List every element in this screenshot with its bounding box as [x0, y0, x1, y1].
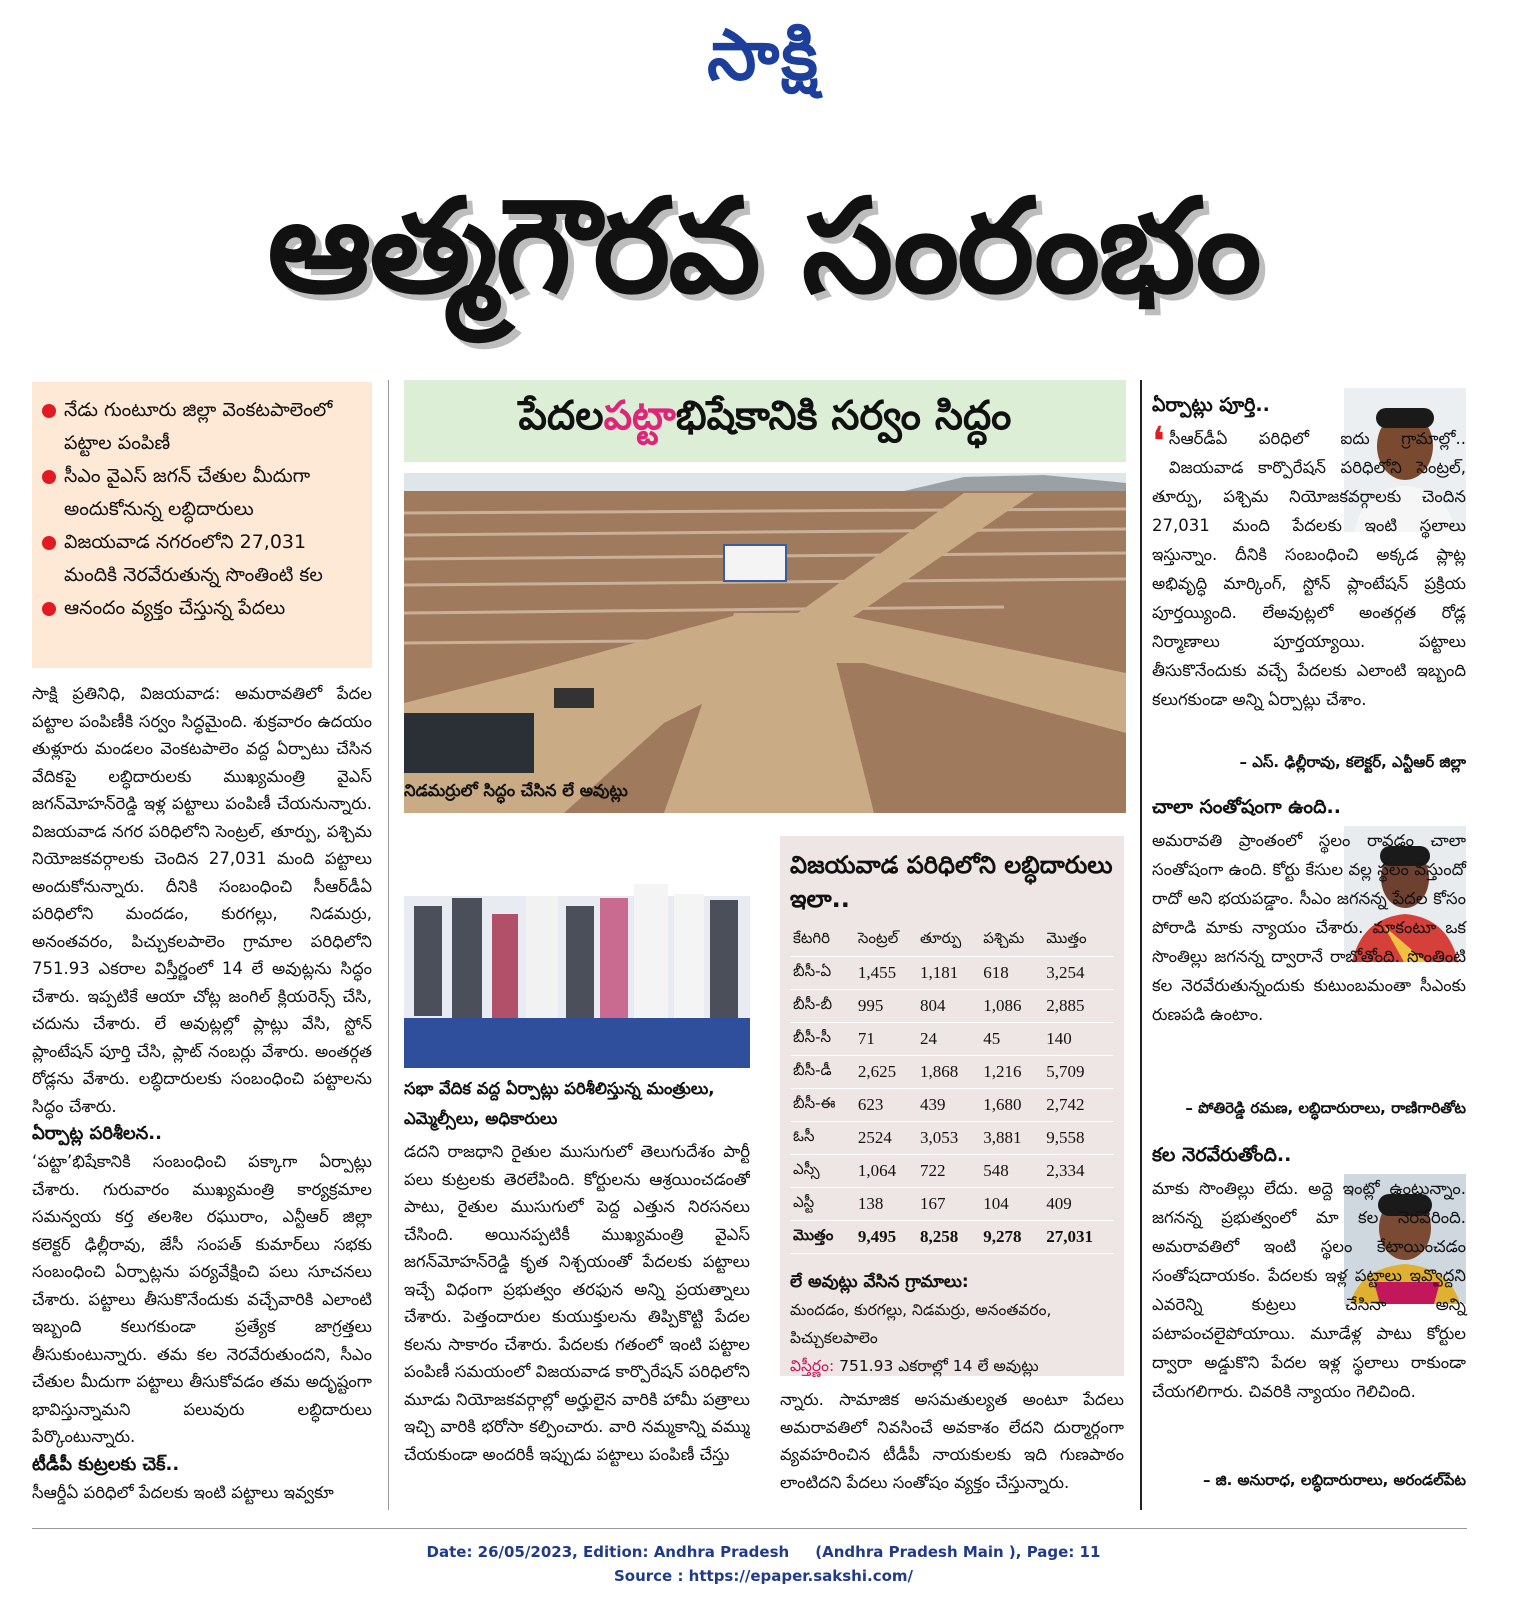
quote2-heading: చాలా సంతోషంగా ఉంది..: [1152, 796, 1341, 818]
table-header: మొత్తం: [1043, 924, 1114, 957]
table-cell: 3,881: [980, 1122, 1043, 1155]
extent-label: విస్తీర్ణం:: [790, 1357, 835, 1375]
article-paragraph: సాక్షి ప్రతినిధి, విజయవాడ: అమరావతిలో పేదల పట్టాల పంపిణీకి సర్వం సిద్ధమైంది. శుక్రవారం ఉదయం తుళ్లూరు మండలం వెంకటపాలెం వద్ద ఏర్పాటు చేసిన వేదికపై లబ్ధిదారులకు ముఖ్యమంత్రి వైఎస్ జగన్‌మోహన్‌రెడ్డి ఇళ్ల పట్టాలు పంపిణీ చేయనున్నారు. విజయవాడ నగర పరిధిలోని సెంట్రల్, తూర్పు, పశ్చిమ నియోజకవర్గాలకు చెందిన 27,031 మంది పట్టాలు అందుకోనున్నారు. దీనికి సంబంధించి సీఆర్‌డీఏ పరిధిలోని మందడం, కురగల్లు, నిడమర్రు, అనంతవరం, పిచ్చుకలపాలెం గ్రామాల పరిధిలోని 751.93 ఎకరాల విస్తీర్ణంలో 14 లే అవుట్లను సిద్ధం చేశారు. ఇప్పటికే ఆయా చోట్ల జంగిల్ క్లియరెన్స్ చేసి, చదును చేశారు. లే అవుట్లల్లో ప్లాట్లు వేసి, స్టోన్ ప్లాంటేషన్ పూర్తి చేసి, ప్లాట్ నంబర్లు వేశారు. అంతర్గత రోడ్లను వేశారు. లబ్ధిదారులకు సంబంధించి పట్టాలను సిద్ధం చేశారు.: [32, 684, 372, 1116]
footer-source[interactable]: Source : https://epaper.sakshi.com/: [613, 1567, 913, 1585]
table-cell: 71: [855, 1023, 917, 1056]
table-cell: 1,680: [980, 1089, 1043, 1122]
table-header: పశ్చిమ: [980, 924, 1043, 957]
table-cell: ఓసీ: [790, 1122, 855, 1155]
table-cell: 104: [980, 1188, 1043, 1221]
quote1-heading: ఏర్పాట్లు పూర్తి..: [1152, 394, 1270, 416]
column-divider: [1140, 380, 1142, 1510]
table-cell: బీసీ-డీ: [790, 1056, 855, 1089]
middle-article-column: డదని రాజధాని రైతుల ముసుగులో తెలుగుదేశం పార్టీ పలు కుట్రలకు తెరలేపింది. కోర్టులను ఆశ్రయించడంతో పాటు, రైతుల ముసుగులో పెద్ద ఎత్తున నిరసనలు చేసింది. అయినప్పటికీ ముఖ్యమంత్రి వైఎస్ జగన్‌మోహన్‌రెడ్డి కృత నిశ్చయంతో పేదలకు పట్టాలు ఇచ్చే విధంగా ప్రభుత్వం తరఫున అన్ని ప్రయత్నాలు చేశారు. పెత్తందారుల కుయుక్తులను తిప్పికొట్టి పేదల కలను సాకారం చేశారు. పేదలకు గతంలో ఇంటి పట్టాల పంపిణీ సమయంలో విజయవాడ కార్పొరేషన్ పరిధిలోని మూడు నియోజకవర్గాల్లో అర్హులైన వారికి హామీ పత్రాలు ఇచ్చి వారికి భరోసా కల్పించారు. వారి నమ్మకాన్ని వమ్ము చేయకుండా అందరికీ ఇప్పుడు పట్టాలు పంపిణీ చేస్తు: [404, 1142, 750, 1464]
villages-heading: లే అవుట్లు వేసిన గ్రామాలు:: [790, 1272, 969, 1292]
highlight-item: సీఎం వైఎస్ జగన్ చేతుల మీదుగా అందుకోనున్న లబ్ధిదారులు: [42, 460, 362, 526]
footer-date-edition: Date: 26/05/2023, Edition: Andhra Pradesh (Andhra Pradesh Main ), Page: 11: [426, 1543, 1101, 1561]
masthead-logo: సాక్షి: [707, 14, 820, 96]
photo2-caption: సభా వేదిక వద్ద ఏర్పాట్లు పరిశీలిస్తున్న మంత్రులు, ఎమ్మెల్సీలు, అధికారులు: [404, 1079, 715, 1128]
subheading: ఏర్పాట్ల పరిశీలన..: [32, 1123, 162, 1144]
table-row: [790, 1155, 1114, 1188]
highlights-box: [32, 382, 372, 668]
table-row: [790, 1122, 1114, 1155]
villages-info: [790, 1268, 1114, 1380]
villages-list: మందడం, కురగల్లు, నిడమర్రు, అనంతవరం, పిచ్చుకలపాలెం: [790, 1301, 1052, 1347]
table-total-cell: 8,258: [917, 1221, 980, 1254]
table-cell: 409: [1043, 1188, 1114, 1221]
quote3-attribution: – జి. అనురాధ, లబ్ధిదారురాలు, అరండల్‌పేట: [1202, 1471, 1466, 1489]
article-paragraph: సీఆర్డీఏ పరిధిలో పేదలకు ఇంటి పట్టాలు ఇవ్వకూ: [32, 1482, 334, 1502]
table-cell: బీసీ-సీ: [790, 1023, 855, 1056]
banner-text: పేదల: [518, 393, 604, 439]
table-cell: 138: [855, 1188, 917, 1221]
table-row: [790, 1188, 1114, 1221]
middle-article-continuation: న్నారు. సామాజిక అసమతుల్యత అంటూ పేదలు అమరావతిలో నివసించే అవకాశం లేదని దుర్మార్గంగా వ్యవహరించిన టీడీపీ నాయకులకు ఇది గుణపాఠం లాంటిదని పేదలు సంతోషం వ్యక్తం చేస్తున్నారు.: [780, 1390, 1124, 1492]
quote2-attribution: – పోతిరెడ్డి రమణ, లబ్ధిదారురాలు, రాణిగారితోట: [1185, 1099, 1466, 1117]
table-cell: 2,885: [1043, 990, 1114, 1023]
bullet-icon: [42, 536, 56, 550]
table-cell: 1,064: [855, 1155, 917, 1188]
table-cell: ఎస్సీ: [790, 1155, 855, 1188]
highlight-item: విజయవాడ నగరంలోని 27,031 మందికి నెరవేరుతున్న సొంతింటి కల: [42, 526, 362, 592]
bullet-icon: [42, 602, 56, 616]
quote-mark-icon: ❛: [1152, 419, 1165, 465]
table-cell: 1,181: [917, 957, 980, 990]
table-cell: 1,455: [855, 957, 917, 990]
table-cell: 167: [917, 1188, 980, 1221]
footer-divider: [32, 1528, 1467, 1529]
table-cell: 2,625: [855, 1056, 917, 1089]
table-total-cell: మొత్తం: [790, 1221, 855, 1254]
table-cell: 1,086: [980, 990, 1043, 1023]
banner-text: భిషేకానికి సర్వం సిద్ధం: [675, 393, 1012, 439]
quote3-text: మాకు సొంతిల్లు లేదు. అద్దె ఇంట్లో ఉంటున్నాం. జగనన్న ప్రభుత్వంలో మా కల నెరవేరింది. అమరావతిలో ఇంటి స్థలం కేటాయించడం సంతోషదాయకం. పేదలకు ఇళ్ల పట్టాలు ఇవ్వొద్దని ఎవరెన్ని కుట్రలు చేసినా అన్ని పటాపంచలైపోయాయి. మూడేళ్ల పాటు కోర్టుల ద్వారా అడ్డుకొని పేదల ఇళ్ల స్థలాలు రాకుండా చేయగలిగారు. చివరికి న్యాయం గెలిచింది.: [1152, 1179, 1466, 1401]
table-total-cell: 9,495: [855, 1221, 917, 1254]
table-cell: 3,254: [1043, 957, 1114, 990]
article-paragraph: ‘పట్టా’భిషేకానికి సంబంధించి పక్కాగా ఏర్పాట్లు చేశారు. గురువారం ముఖ్యమంత్రి కార్యక్రమాల సమన్వయ కర్త తలశిల రఘురాం, ఎన్టీఆర్ జిల్లా కలెక్టర్ ఢిల్లీరావు, జేసీ సంపత్ కుమార్‌లు సభకు సంబంధించి ఏర్పాట్లను పర్యవేక్షించి పలు సూచనలు చేశారు. పట్టాలు తీసుకొనేందుకు వచ్చేవారికి ఎలాంటి ఇబ్బంది కలుగకుండా ప్రత్యేక జాగ్రత్తలు తీసుకుంటున్నారు. తమ కల నెరవేరుతుందని, సీఎం చేతుల మీదుగా పట్టాలు తీసుకోవడం తమ అదృష్టంగా భావిస్తున్నామని పలువురు లబ్ధిదారులు పేర్కొంటున్నారు.: [32, 1152, 372, 1446]
table-cell: 45: [980, 1023, 1043, 1056]
table-total-cell: 9,278: [980, 1221, 1043, 1254]
table-header: కేటగిరి: [790, 924, 855, 957]
banner-highlight: పట్టా: [603, 393, 676, 439]
extent-info: [790, 1352, 1114, 1380]
table-cell: 804: [917, 990, 980, 1023]
left-article-column: [32, 680, 372, 1520]
table-cell: 140: [1043, 1023, 1114, 1056]
table-row: [790, 990, 1114, 1023]
table-cell: 439: [917, 1089, 980, 1122]
table-cell: 618: [980, 957, 1043, 990]
table-cell: 722: [917, 1155, 980, 1188]
beneficiaries-table-box: [780, 836, 1124, 1376]
stage-photo-image: [404, 836, 750, 1068]
table-row: [790, 1023, 1114, 1056]
table-cell: ఎస్టీ: [790, 1188, 855, 1221]
table-cell: బీసీ-బీ: [790, 990, 855, 1023]
aerial-photo-image: [404, 473, 1126, 813]
headline: ఆత్మగౌరవ సంరంభం: [267, 170, 1260, 322]
table-total-cell: 27,031: [1043, 1221, 1114, 1254]
table-header: తూర్పు: [917, 924, 980, 957]
table-cell: 5,709: [1043, 1056, 1114, 1089]
column-divider: [388, 380, 389, 1510]
quote1-text: ❛ సీఆర్‌డీఏ పరిధిలో ఐదు గ్రామాల్లో.. విజయవాడ కార్పొరేషన్ పరిధిలోని సెంట్రల్, తూర్పు, పశ్చిమ నియోజకవర్గాలకు చెందిన 27,031 మంది పేదలకు ఇంటి స్థలాలు ఇస్తున్నాం. దీనికి సంబంధించి అక్కడ ప్లాట్ల అభివృద్ధి మార్కింగ్, స్టోన్ ప్లాంటేషన్ ప్రక్రియ పూర్తయ్యింది. లేఅవుట్లలో అంతర్గత రోడ్ల నిర్మాణాలు పూర్తయ్యాయి. పట్టాలు తీసుకొనేందుకు వచ్చే పేదలకు ఎలాంటి ఇబ్బంది కలుగకుండా అన్ని ఏర్పాట్లు చేశాం.: [1152, 419, 1466, 709]
footer: [0, 1540, 1527, 1588]
table-cell: 548: [980, 1155, 1043, 1188]
table-cell: 2,334: [1043, 1155, 1114, 1188]
quote2-text: అమరావతి ప్రాంతంలో స్థలం రావడం చాలా సంతోషంగా ఉంది. కోర్టు కేసుల వల్ల స్థలం వస్తుందో రాదో అని భయపడ్డాం. సీఎం జగనన్న పేదల కోసం పోరాడి మాకు న్యాయం చేశారు. మాకంటూ ఒక సొంతిల్లు జగనన్న ద్వారానే రాబోతోంది. సొంతింటి కల నెరవేరుతున్నందుకు కుటుంబమంతా సీఎంకు రుణపడి ఉంటాం.: [1152, 831, 1466, 1024]
quote3-heading: కల నెరవేరుతోంది..: [1152, 1144, 1292, 1166]
table-total-row: [790, 1221, 1114, 1254]
table-cell: 9,558: [1043, 1122, 1114, 1155]
quote1-attribution: – ఎస్. ఢిల్లీరావు, కలెక్టర్, ఎన్టీఆర్ జిల్లా: [1239, 753, 1466, 771]
table-cell: 1,216: [980, 1056, 1043, 1089]
table-cell: 623: [855, 1089, 917, 1122]
beneficiaries-table: [790, 924, 1114, 1254]
table-cell: బీసీ-ఏ: [790, 957, 855, 990]
extent-value: 751.93 ఎకరాల్లో 14 లే అవుట్లు: [834, 1357, 1039, 1375]
highlight-item: ఆనందం వ్యక్తం చేస్తున్న పేదలు: [42, 592, 362, 625]
photo1-caption: నిడమర్రులో సిద్ధం చేసిన లే అవుట్లు: [404, 781, 628, 800]
highlight-item: నేడు గుంటూరు జిల్లా వెంకటపాలెంలో పట్టాల పంపిణీ: [42, 394, 362, 460]
table-cell: 3,053: [917, 1122, 980, 1155]
bullet-icon: [42, 404, 56, 418]
table-cell: 1,868: [917, 1056, 980, 1089]
stage-photo: [404, 836, 750, 1068]
table-cell: 995: [855, 990, 917, 1023]
subheading: టీడీపీ కుట్రలకు చెక్..: [32, 1453, 180, 1475]
table-cell: 2,742: [1043, 1089, 1114, 1122]
table-row: [790, 1089, 1114, 1122]
table-header-row: [790, 924, 1114, 957]
bullet-icon: [42, 470, 56, 484]
table-title: విజయవాడ పరిధిలోని లబ్ధిదారులు ఇలా..: [790, 851, 1113, 913]
table-row: [790, 1056, 1114, 1089]
table-header: సెంట్రల్: [855, 924, 917, 957]
sub-headline-banner: [404, 380, 1126, 462]
table-cell: 2524: [855, 1122, 917, 1155]
table-cell: బీసీ-ఈ: [790, 1089, 855, 1122]
layout-aerial-photo: [404, 473, 1126, 813]
table-cell: 24: [917, 1023, 980, 1056]
table-row: [790, 957, 1114, 990]
